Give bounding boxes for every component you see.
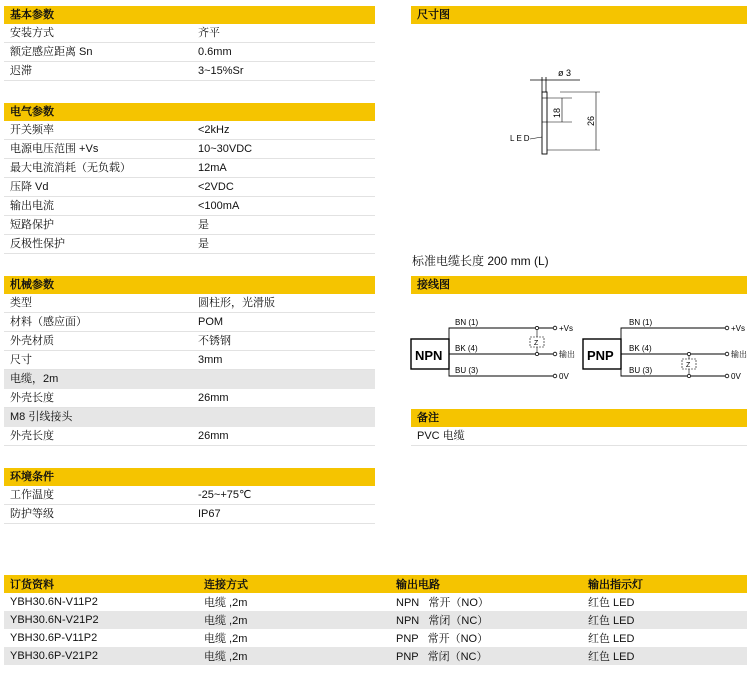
param-row [4, 313, 375, 332]
param-key: 电源电压范围 +Vs [10, 143, 99, 155]
basic-params-header: 基本参数 [4, 6, 375, 24]
subsection-label: M8 引线接头 [10, 411, 73, 423]
param-key: 短路保护 [10, 219, 54, 231]
table-row [4, 629, 747, 647]
npn-bk-label: BK (4) [455, 344, 478, 353]
param-row [4, 24, 375, 43]
param-value: 3mm [198, 354, 223, 366]
subsection-label: 电缆，2m [10, 373, 59, 385]
order-header-output: 输出电路 [390, 575, 582, 593]
dimensions-section [411, 6, 747, 24]
param-value: 0.6mm [198, 46, 232, 58]
pnp-vs-label: +Vs [731, 324, 746, 333]
electrical-params-section [4, 103, 375, 254]
param-value: 12mA [198, 162, 227, 174]
npn-bu-label: BU (3) [455, 366, 479, 375]
subsection-cable [4, 370, 375, 389]
environment-section [4, 468, 375, 524]
dimension-drawing [500, 62, 610, 162]
param-value: 3~15%Sr [198, 65, 244, 77]
pnp-label: PNP [587, 348, 614, 363]
order-table [4, 575, 747, 665]
order-connection: 电缆 ,2m [204, 597, 248, 609]
param-key: 外壳长度 [10, 430, 54, 442]
param-key: 开关频率 [10, 124, 54, 136]
param-row [4, 235, 375, 254]
param-row [4, 389, 375, 408]
param-value: -25~+75℃ [198, 489, 252, 501]
dimensions-header: 尺寸图 [411, 6, 747, 24]
param-value: 26mm [198, 392, 229, 404]
param-key: 额定感应距离 Sn [10, 46, 93, 58]
param-value: IP67 [198, 508, 221, 520]
order-header-row [4, 575, 747, 593]
led-label: LED [510, 134, 532, 143]
basic-params-section [4, 6, 375, 81]
wiring-diagram [405, 312, 751, 387]
param-row [4, 332, 375, 351]
param-row [4, 121, 375, 140]
param-row [4, 486, 375, 505]
npn-0v-label: 0V [559, 372, 569, 381]
mechanical-params-header: 机械参数 [4, 276, 375, 294]
order-led: 红色 LED [582, 647, 747, 665]
param-row [4, 43, 375, 62]
param-key: 迟滞 [10, 65, 32, 77]
order-model: YBH30.6N-V11P2 [10, 596, 98, 608]
param-row [4, 197, 375, 216]
param-value: 是 [198, 238, 209, 250]
order-connection: 电缆 ,2m [198, 647, 390, 665]
subsection-m8 [4, 408, 375, 427]
param-row [4, 140, 375, 159]
remarks-header: 备注 [411, 409, 747, 427]
param-value: <2VDC [198, 181, 234, 193]
param-value: 10~30VDC [198, 143, 253, 155]
cable-length-note: 标准电缆长度 200 mm (L) [412, 254, 549, 268]
param-value: 是 [198, 219, 209, 231]
param-value: <2kHz [198, 124, 230, 136]
npn-out-label: 输出 [559, 350, 575, 359]
order-connection: 电缆 ,2m [204, 633, 248, 645]
pnp-load-label: Z [686, 362, 691, 369]
param-key: 外壳材质 [10, 335, 54, 347]
order-header-model: 订货资料 [4, 575, 198, 593]
param-row [4, 294, 375, 313]
order-connection: 电缆 ,2m [198, 611, 390, 629]
param-row [4, 427, 375, 446]
length-outer-label: 26 [586, 115, 596, 126]
table-row [4, 647, 747, 665]
param-key: 安装方式 [10, 27, 54, 39]
order-led: 红色 LED [588, 597, 635, 609]
param-row [4, 351, 375, 370]
pnp-0v-label: 0V [731, 372, 741, 381]
order-led: 红色 LED [588, 633, 635, 645]
order-output: PNP 常开（NO） [396, 633, 489, 645]
param-key: 压降 Vd [10, 181, 49, 193]
order-model: YBH30.6N-V21P2 [4, 611, 198, 629]
param-key: 输出电流 [10, 200, 54, 212]
diameter-label: ø 3 [558, 68, 572, 78]
param-row [4, 505, 375, 524]
param-value: 不锈钢 [198, 335, 231, 347]
table-row [4, 593, 747, 611]
order-header-connection: 连接方式 [198, 575, 390, 593]
param-row [4, 62, 375, 81]
remarks-text: PVC 电缆 [417, 430, 465, 442]
param-key: 反极性保护 [10, 238, 65, 250]
param-key: 尺寸 [10, 354, 32, 366]
npn-label: NPN [415, 348, 443, 363]
order-output: NPN 常闭（NC） [390, 611, 582, 629]
order-led: 红色 LED [582, 611, 747, 629]
param-row [4, 159, 375, 178]
length-inner-label: 18 [552, 107, 562, 118]
order-model: YBH30.6P-V21P2 [4, 647, 198, 665]
pnp-bu-label: BU (3) [629, 366, 653, 375]
npn-load-label: Z [534, 340, 539, 347]
param-key: 最大电流消耗（无负载） [10, 162, 131, 174]
order-header-led: 输出指示灯 [582, 575, 747, 593]
param-row [4, 216, 375, 235]
order-model: YBH30.6P-V11P2 [10, 632, 98, 644]
order-output: PNP 常闭（NC） [390, 647, 582, 665]
param-value: POM [198, 316, 224, 328]
table-row [4, 611, 747, 629]
pnp-bk-label: BK (4) [629, 344, 652, 353]
param-value: <100mA [198, 200, 240, 212]
param-row [4, 178, 375, 197]
wiring-header: 接线图 [411, 276, 747, 294]
remarks-section [411, 409, 747, 446]
npn-bn-label: BN (1) [455, 318, 479, 327]
mechanical-params-section [4, 276, 375, 446]
param-key: 材料（感应面） [10, 316, 87, 328]
param-key: 外壳长度 [10, 392, 54, 404]
param-key: 工作温度 [10, 489, 54, 501]
pnp-bn-label: BN (1) [629, 318, 653, 327]
wiring-section [411, 276, 747, 294]
environment-header: 环境条件 [4, 468, 375, 486]
electrical-params-header: 电气参数 [4, 103, 375, 121]
remarks-row [411, 427, 747, 446]
param-key: 类型 [10, 297, 32, 309]
pnp-out-label: 输出 [731, 350, 747, 359]
order-output: NPN 常开（NO） [396, 597, 489, 609]
param-key: 防护等级 [10, 508, 54, 520]
param-value: 圆柱形，光滑版 [198, 297, 275, 309]
param-value: 26mm [198, 430, 229, 442]
npn-vs-label: +Vs [559, 324, 574, 333]
param-value: 齐平 [198, 27, 220, 39]
